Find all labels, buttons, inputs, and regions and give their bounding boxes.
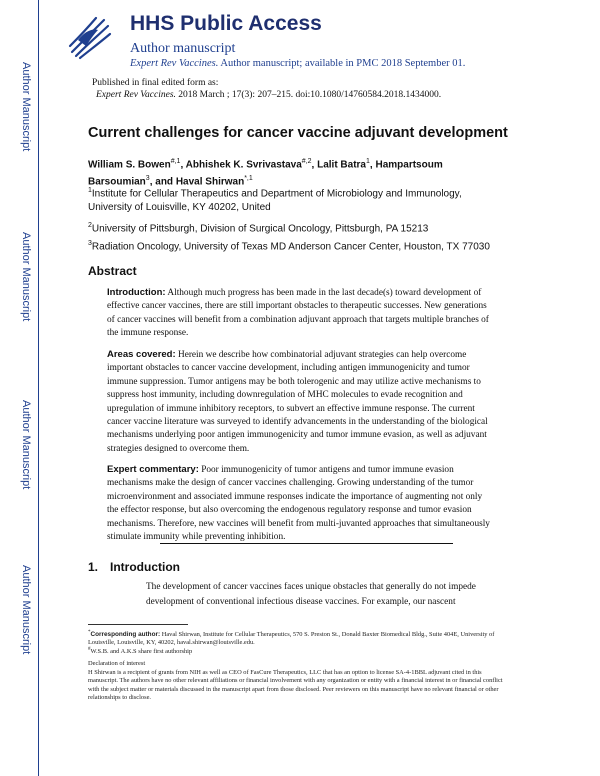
affiliation-sup: 2	[88, 222, 92, 229]
declaration-text: H Shirwan is a recipient of grants from NIH as well as CEO of FasCure Therapeutics, LLC that has an option to license SA-4-1BBL adjuvant cited in this manuscript. The authors have no other relevant affiliations or financial involvement with any organization or entity with a financial interest in or financial conflict with the subject matter or materials discussed in the manuscript apart from those disclosed. Peer reviewers on this manuscript have no relevant financial or other relationships to disclose.	[88, 669, 503, 701]
abstract-section-label: Areas covered:	[107, 349, 176, 360]
and-word: and	[155, 176, 174, 188]
author-list: William S. Bowen$^{\#,1}$, Abhishek K. Svrivastava$^{\#,2}$, Lalit Batra$^1$, Hampartsoum Barsoumian$^3$, and Haval Shirwan$^{*,1}$	[88, 158, 443, 188]
abstract-section-label: Expert commentary:	[107, 464, 199, 475]
abstract-section-areas-covered	[107, 348, 495, 456]
abstract-section-text: Although much progress has been made in the last decade(s) toward development of effective cancer vaccines, there are still important obstacles to therapeutic successes. New generations of cancer vaccines will benefit from a combination adjuvant approach that targets multiple branches of the immune response.	[107, 288, 489, 339]
author-manuscript-subtitle: Author manuscript	[130, 41, 236, 56]
footnote-label: Corresponding author:	[90, 631, 161, 639]
author-manuscript-sidebar	[0, 0, 52, 776]
section-title: Introduction	[110, 560, 180, 574]
availability-text: Author manuscript; available in PMC 2018 September 01.	[220, 58, 466, 69]
affiliation-sup: 3	[88, 240, 92, 247]
hhs-public-access-title: HHS Public Access	[130, 12, 322, 35]
affiliation-text: University of Pittsburgh, Division of Surgical Oncology, Pittsburgh, PA 15213	[91, 223, 429, 235]
author-sup: #,1	[170, 158, 181, 165]
article-title: Current challenges for cancer vaccine adjuvant development	[88, 125, 508, 141]
footnote-text: W.S.B. and A.K.S share first authorship	[90, 648, 193, 656]
footnote-text: Haval Shirwan, Institute for Cellular Therapeutics, 570 S. Preston St., Donald Baxter Biomedical Bldg., Suite 404E, University of Louisville, Louisville, KY, 40202, haval.shirwan@louisville.edu.	[88, 631, 495, 647]
author-sup: #,2	[301, 158, 312, 165]
citation-details[interactable]: 2018 March ; 17(3): 207–215. doi:10.1080/14760584.2018.1434000.	[178, 90, 442, 100]
section-number: 1.	[88, 560, 99, 574]
sidebar-label: Author Manuscript	[20, 565, 32, 655]
footnote-mark: #	[88, 647, 91, 652]
affiliation	[88, 184, 508, 215]
corresponding-author-note	[88, 629, 508, 648]
author-name[interactable]: Abhishek K. Svrivastava	[185, 159, 302, 171]
availability-line	[130, 58, 465, 69]
introduction-heading	[88, 560, 180, 574]
affiliation-text: Radiation Oncology, University of Texas MD Anderson Cancer Center, Houston, TX 77030	[91, 241, 490, 253]
sidebar-rule	[38, 0, 39, 776]
hhs-eagle-icon	[64, 12, 114, 62]
sidebar-label: Author Manuscript	[20, 62, 32, 152]
footnote-mark: *	[88, 630, 91, 635]
abstract-section-introduction	[107, 286, 495, 341]
abstract-heading: Abstract	[88, 264, 137, 278]
journal-name[interactable]: Expert Rev Vaccines.	[130, 58, 219, 69]
published-label: Published in final edited form as:	[92, 78, 219, 88]
author-name[interactable]: Hampartsoum Barsoumian	[88, 159, 443, 188]
abstract-divider	[160, 543, 453, 544]
affiliation-sup: 1	[88, 187, 92, 194]
citation-journal: Expert Rev Vaccines.	[96, 90, 176, 100]
author-sup: 3	[145, 175, 150, 183]
sidebar-label: Author Manuscript	[20, 232, 32, 322]
citation-line	[96, 90, 441, 100]
abstract-section-text: Poor immunogenicity of tumor antigens and tumor immune evasion mechanisms make the design of cancer vaccines challenging. Growing understanding of the tumor microenvironment and associated immune responses indicate the importance of augmenting not only the effector response, but also overcoming the endogenous regulatory response and tumor evasion mechanisms. Therefore, new vaccines will benefit from multi-juvanted approaches that simultaneously stimulate immunity while preventing inhibition.	[107, 465, 490, 543]
author-name[interactable]: William S. Bowen	[88, 159, 171, 171]
affiliation-text: Institute for Cellular Therapeutics and Department of Microbiology and Immunology, University of Louisville, KY 40202, United	[88, 188, 462, 214]
declaration-heading: Declaration of interest	[88, 660, 146, 667]
introduction-paragraph: The development of cancer vaccines faces unique obstacles that generally do not impede development of conventional infectious disease vaccines. For example, our nascent	[146, 582, 476, 607]
author-name[interactable]: Lalit Batra	[317, 159, 366, 171]
abstract-section-text: Herein we describe how combinatorial adjuvant strategies can help overcome important obstacles to cancer vaccine development, including antigen immunogenicity and tumor immune suppression. Tumor antigens may be both tolerogenic and may utilize active mechanisms to suppress host immunity, including downregulation of MHC molecules to evade recognition and upregulation of immune inhibitory receptors, to subvert an effective immune response. The current cancer vaccine literature was surveyed to identify advancements in the understanding of the biological mechanisms underlying poor antigen immunogenicity and tumor immune evasion, as well as adjuvant strategies designed to overcome them.	[107, 350, 488, 454]
equal-contribution-note	[88, 646, 508, 656]
author-sup: 1	[366, 158, 370, 165]
sidebar-label: Author Manuscript	[20, 400, 32, 490]
author-sup: *,1	[244, 175, 253, 183]
affiliation	[88, 237, 508, 254]
abstract-section-expert-commentary	[107, 463, 495, 544]
author-name[interactable]: Haval Shirwan	[175, 176, 245, 188]
abstract-section-label: Introduction:	[107, 287, 166, 298]
footnote-divider	[88, 624, 188, 625]
affiliation	[88, 219, 508, 236]
